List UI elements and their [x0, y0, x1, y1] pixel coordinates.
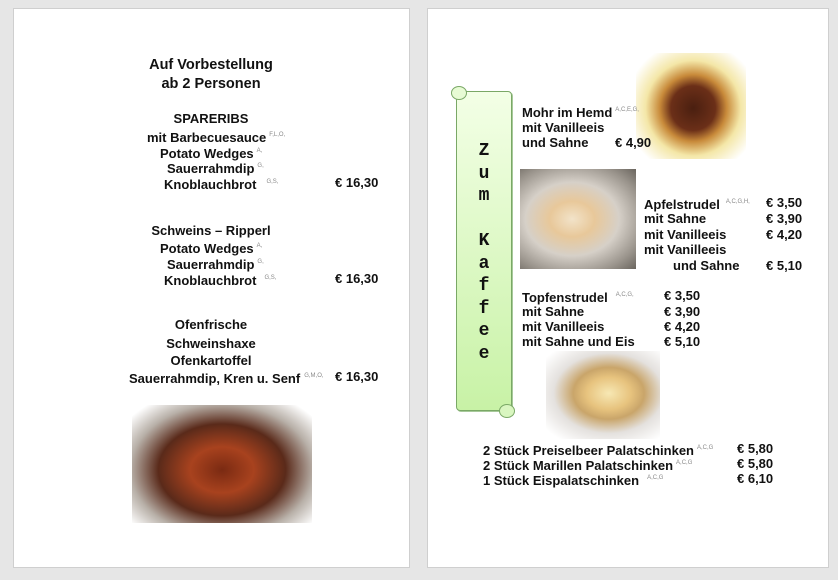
menu-page-left	[13, 8, 410, 568]
ripperl-title: Schweins – Ripperl	[151, 223, 271, 238]
allergen-code: G,S,	[266, 179, 279, 185]
scroll-curl	[451, 86, 467, 100]
apfelstrudel-row: mit Sahne	[644, 211, 707, 226]
allergen-code: A,C,G	[697, 445, 714, 451]
allergen-code: A,C,G	[647, 475, 664, 481]
allergen-code: F,L,O,	[269, 132, 286, 138]
apfelstrudel-price: € 3,90	[766, 211, 803, 226]
topfenstrudel-price: € 5,10	[664, 334, 701, 349]
allergen-code: G,	[257, 259, 264, 265]
palatschinken-price: € 5,80	[737, 441, 774, 456]
haxe-line: Ofenkartoffel	[170, 353, 252, 368]
mohr-im-hemd-photo	[636, 53, 746, 159]
palatschinken-row: 2 Stück Marillen Palatschinken $^{A,C,G}$	[483, 458, 693, 473]
apfelstrudel-photo	[520, 169, 636, 269]
apfelstrudel-price: € 4,20	[766, 227, 803, 242]
ripperl-line: Knoblauchbrot $^{G,S,}$	[164, 273, 277, 288]
spareribs-line: Sauerrahmdip $^{G,}$	[167, 161, 264, 176]
ripperl-line: Sauerrahmdip $^{G,}$	[167, 257, 264, 272]
apfelstrudel-row: und Sahne	[673, 258, 740, 273]
menu-page-right	[427, 8, 829, 568]
mohr-line: und Sahne	[522, 135, 589, 150]
palatschinken-row: 1 Stück Eispalatschinken $^{A,C,G}$	[483, 473, 664, 488]
allergen-code: A,C,E,G,	[615, 107, 639, 113]
allergen-code: A,C,G,	[615, 292, 634, 298]
palatschinken-price: € 6,10	[737, 471, 774, 486]
apfelstrudel-row: mit Vanilleeis	[644, 242, 727, 257]
apfelstrudel-row: mit Vanilleeis	[644, 227, 727, 242]
topfenstrudel-price: € 3,90	[664, 304, 701, 319]
topfenstrudel-row: mit Vanilleeis	[522, 319, 605, 334]
ripperl-price: € 16,30	[335, 271, 379, 286]
allergen-code: A,	[256, 148, 263, 154]
preorder-heading-line1: Auf Vorbestellung	[149, 57, 273, 73]
allergen-code: A,C,G,H,	[725, 199, 750, 205]
topfenstrudel-price: € 3,50	[664, 288, 701, 303]
spareribs-line: Knoblauchbrot $^{G,S,}$	[164, 177, 279, 192]
topfenstrudel-price: € 4,20	[664, 319, 701, 334]
haxe-title-line1: Ofenfrische	[174, 317, 248, 332]
spareribs-title: SPARERIBS	[173, 111, 249, 126]
haxe-price: € 16,30	[335, 369, 379, 384]
spareribs-line: Potato Wedges $^{A,}$	[160, 146, 263, 161]
allergen-code: G,S,	[264, 275, 277, 281]
ripperl-line: Potato Wedges $^{A,}$	[160, 241, 263, 256]
palatschinken-price: € 5,80	[737, 456, 774, 471]
topfenstrudel-row: Topfenstrudel $^{A,C,G,}$	[522, 290, 634, 305]
zum-kaffee-banner	[456, 91, 512, 411]
apfelstrudel-row: Apfelstrudel $^{A,C,G,H,}$	[644, 197, 750, 212]
allergen-code: G,M,O,	[304, 373, 324, 379]
schweinshaxe-photo	[132, 405, 312, 523]
mohr-price: € 4,90	[615, 135, 652, 150]
topfenstrudel-photo	[546, 351, 660, 439]
apfelstrudel-price: € 3,50	[766, 195, 803, 210]
topfenstrudel-row: mit Sahne und Eis	[522, 334, 635, 349]
allergen-code: A,C,G	[676, 460, 693, 466]
scroll-curl	[499, 404, 515, 418]
palatschinken-row: 2 Stück Preiselbeer Palatschinken $^{A,C,G}$	[483, 443, 714, 458]
apfelstrudel-price: € 5,10	[766, 258, 803, 273]
banner-title: Z u m K a f f e e	[478, 141, 490, 364]
preorder-heading-line2: ab 2 Personen	[161, 76, 261, 92]
allergen-code: A,	[256, 243, 263, 249]
haxe-title-line2: Schweinshaxe	[166, 336, 256, 351]
spareribs-line: mit Barbecuesauce $^{F,L,O,}$	[147, 130, 286, 145]
mohr-line: Mohr im Hemd $^{A,C,E,G,}$	[522, 105, 639, 120]
spareribs-price: € 16,30	[335, 175, 379, 190]
haxe-line: Sauerrahmdip, Kren u. Senf $^{G,M,O,}$	[129, 371, 324, 386]
topfenstrudel-row: mit Sahne	[522, 304, 585, 319]
allergen-code: G,	[257, 163, 264, 169]
mohr-line: mit Vanilleeis	[522, 120, 605, 135]
